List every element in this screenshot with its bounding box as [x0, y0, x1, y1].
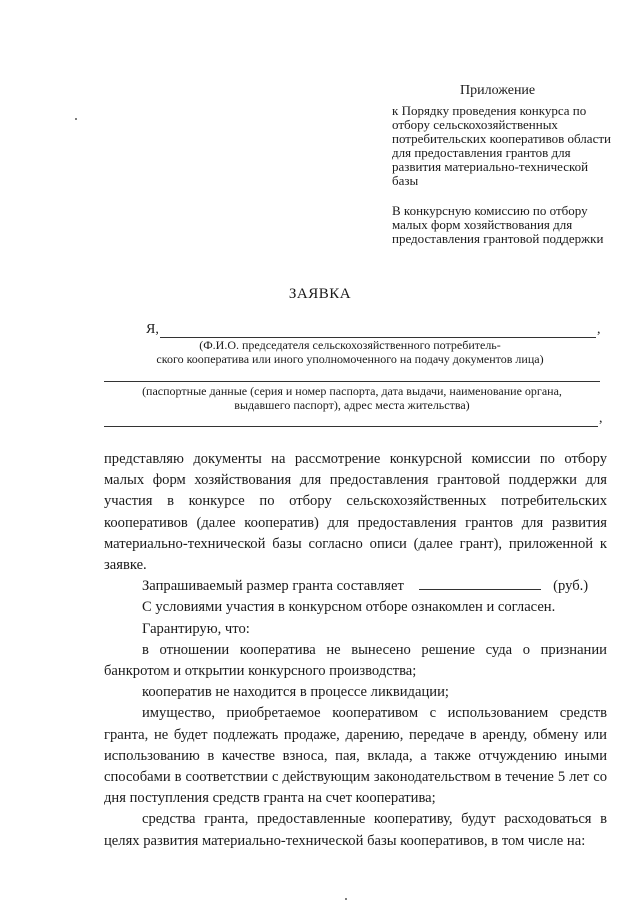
grant-amount-label: Запрашиваемый размер гранта составляет	[142, 578, 404, 595]
paragraph-property: имущество, приобретаемое кооперативом с использованием средств гранта, не будет подлежать продаже, дарению, передаче в аренду, обмену или использованию в качестве взноса, пая, вклада, а также отчуждению иными способами в соответствии с действующим законодательством в течение 5 лет со дня поступления средств гранта на счет кооператива;	[104, 705, 607, 807]
address-field-line[interactable]	[104, 426, 598, 427]
passport-hint-line-1: (паспортные данные (серия и номер паспорта, дата выдачи, наименование органа,	[142, 384, 562, 398]
application-body	[104, 449, 607, 852]
paragraph-grant-amount	[104, 576, 607, 597]
scan-mark-bottom	[345, 898, 347, 900]
paragraph-consent: С условиями участия в конкурсном отборе ознакомлен и согласен.	[142, 599, 556, 616]
fio-hint-line-1: (Ф.И.О. председателя сельскохозяйственного потребитель-	[199, 338, 501, 352]
paragraph-intro: представляю документы на рассмотрение конкурсной комиссии по отбору малых форм хозяйствования для предоставления грантовой поддержки для участия в конкурсе по отбору сельскохозяйственных потребительских кооперативов (далее кооператив) для предоставления грантов для развития материально-технической базы согласно описи (далее грант), приложенной к заявке.	[104, 451, 607, 574]
scan-mark-top	[75, 118, 77, 120]
fio-line-comma: ,	[597, 322, 601, 337]
i-label: Я,	[146, 322, 159, 337]
appendix-title: Приложение	[460, 83, 536, 98]
fio-hint-line-2: ского кооператива или иного уполномоченного на подачу документов лица)	[156, 352, 544, 366]
address-line-comma: ,	[599, 411, 603, 426]
grant-amount-unit: (руб.)	[553, 578, 589, 595]
passport-hint-line-2: выдавшего паспорт), адрес места жительства)	[234, 398, 470, 412]
paragraph-bankruptcy: в отношении кооператива не вынесено решение суда о признании банкротом и открытии конкурсного производства;	[104, 641, 607, 680]
appendix-reference: к Порядку проведения конкурса по отбору сельскохозяйственных потребительских кооперативов области для предоставления грантов для развития материально-технической базы	[392, 103, 611, 188]
paragraph-guarantee: Гарантирую, что:	[142, 620, 250, 637]
grant-amount-field[interactable]	[419, 577, 541, 590]
paragraph-liquidation: кооператив не находится в процессе ликвидации;	[142, 684, 449, 701]
paragraph-funds-use: средства гранта, предоставленные кооперативу, будут расходоваться в целях развития материально-технической базы кооперативов, в том числе на:	[104, 811, 607, 849]
commission-addressee: В конкурсную комиссию по отбору малых форм хозяйствования для предоставления грантовой поддержки	[392, 203, 604, 246]
document-title: ЗАЯВКА	[288, 286, 352, 302]
passport-field-line[interactable]	[104, 381, 600, 382]
